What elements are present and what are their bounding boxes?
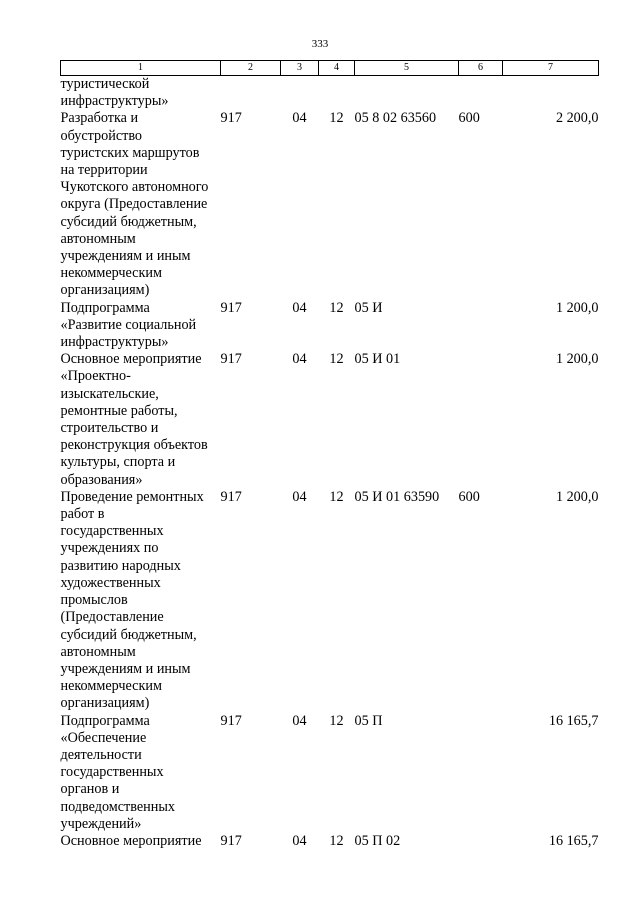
header-col-5: 5 (355, 61, 459, 76)
row-amount: 1 200,0 (555, 299, 599, 316)
row-subsection: 12 (329, 351, 344, 368)
row-target-article: 05 И (354, 299, 383, 316)
row-section: 04 (292, 351, 307, 368)
row-expense-type (459, 713, 503, 833)
row-subsection (319, 76, 355, 111)
row-expense-type (459, 351, 503, 489)
row-subsection: 12 (329, 299, 344, 316)
row-expense-type (459, 833, 503, 850)
row-section: 04 (292, 712, 307, 729)
row-ministry-code: 917 (220, 712, 242, 729)
row-name: Основное мероприятие (60, 832, 202, 849)
header-col-1: 1 (61, 61, 221, 76)
row-subsection: 12 (329, 832, 344, 849)
row-section: 04 (292, 110, 307, 127)
row-name: Подпрограмма «Обеспечение деятельности государственных органов и подведомственных учреждений» (60, 712, 175, 832)
row-name: Основное мероприятие «Проектно- изыскательские, ремонтные работы, строительство и реконструкция объектов культуры, спорта и образования» (60, 351, 208, 488)
table-row (61, 351, 599, 489)
row-section: 04 (292, 832, 307, 849)
page-number: 333 (311, 38, 329, 50)
header-col-2: 2 (221, 61, 281, 76)
row-subsection: 12 (329, 110, 344, 127)
row-ministry-code: 917 (220, 351, 242, 368)
table-row (61, 300, 599, 352)
table-row (61, 110, 599, 299)
table-row (61, 76, 599, 111)
row-target-article: 05 И 01 63590 (354, 488, 440, 505)
header-col-6: 6 (459, 61, 503, 76)
row-expense-type (459, 300, 503, 352)
budget-table (60, 60, 599, 850)
row-target-article (355, 76, 459, 111)
row-amount: 16 165,7 (548, 832, 599, 849)
row-expense-type: 600 (458, 110, 480, 127)
row-target-article: 05 П (354, 712, 383, 729)
row-ministry-code: 917 (220, 110, 242, 127)
row-section (281, 76, 319, 111)
row-ministry-code: 917 (220, 488, 242, 505)
row-amount: 16 165,7 (548, 712, 599, 729)
row-expense-type (459, 76, 503, 111)
header-col-4: 4 (319, 61, 355, 76)
row-name: Подпрограмма «Развитие социальной инфраструктуры» (60, 299, 197, 351)
row-ministry-code (221, 76, 281, 111)
table-row (61, 833, 599, 850)
row-name: туристической инфраструктуры» (60, 76, 169, 110)
header-row (61, 61, 599, 76)
row-ministry-code: 917 (220, 832, 242, 849)
row-section: 04 (292, 488, 307, 505)
table-row (61, 713, 599, 833)
row-name: Разработка и обустройство туристских маршрутов на территории Чукотского автономного округа (Предоставление субсидий бюджетным, автономным учреждениям и иным некоммерческим организациям) (60, 110, 209, 299)
table-row (61, 489, 599, 713)
row-expense-type: 600 (458, 488, 480, 505)
row-amount (503, 76, 599, 111)
header-col-3: 3 (281, 61, 319, 76)
row-target-article: 05 И 01 (354, 351, 401, 368)
row-target-article: 05 П 02 (354, 832, 401, 849)
row-amount: 1 200,0 (555, 351, 599, 368)
row-subsection: 12 (329, 712, 344, 729)
header-col-7: 7 (503, 61, 599, 76)
row-section: 04 (292, 299, 307, 316)
row-amount: 2 200,0 (555, 110, 599, 127)
row-subsection: 12 (329, 488, 344, 505)
row-amount: 1 200,0 (555, 488, 599, 505)
row-ministry-code: 917 (220, 299, 242, 316)
row-name: Проведение ремонтных работ в государственных учреждениях по развитию народных художественных промыслов (Предоставление субсидий бюджетным, автономным учреждениям и иным некоммерческим организациям) (60, 488, 204, 712)
row-target-article: 05 8 02 63560 (354, 110, 437, 127)
